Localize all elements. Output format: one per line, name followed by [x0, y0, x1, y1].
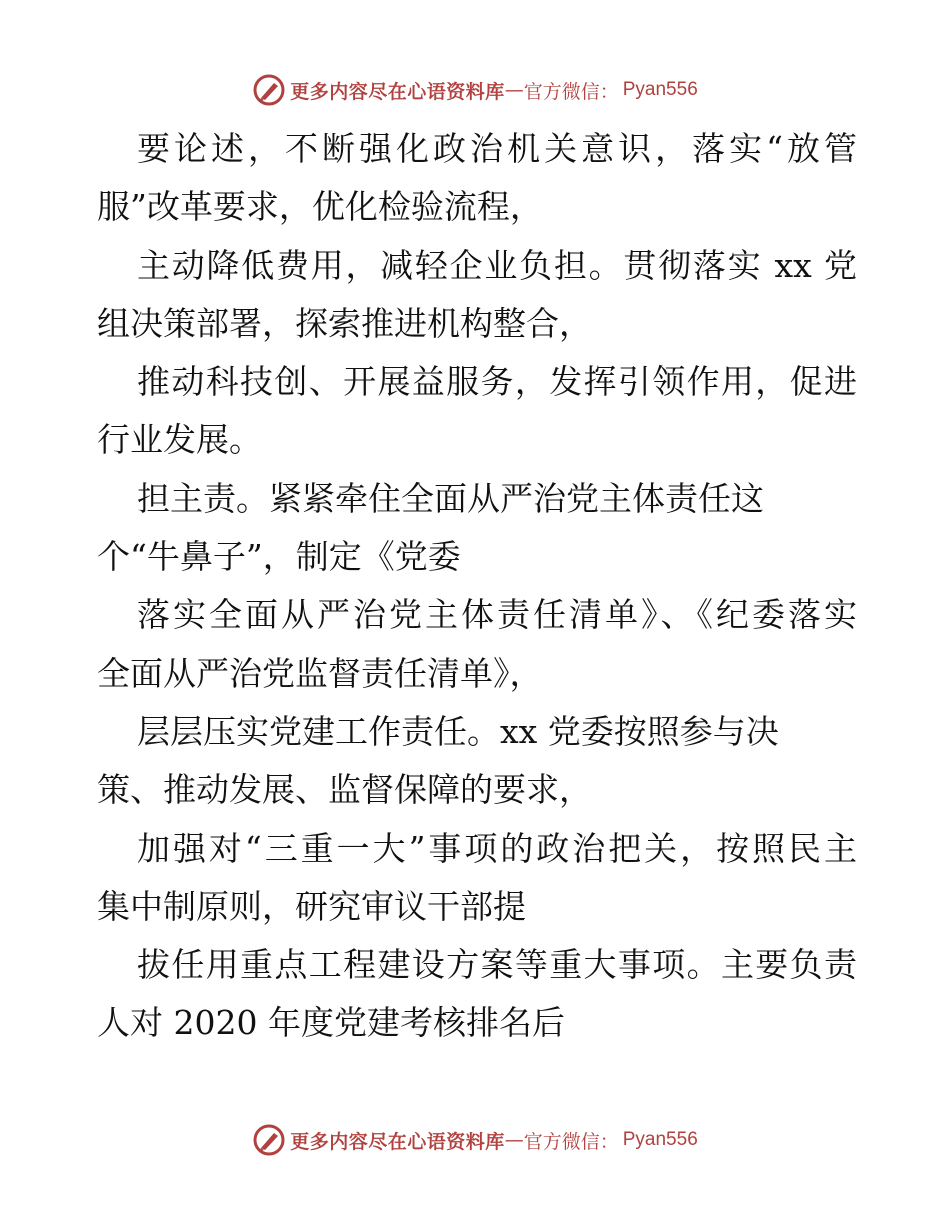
document-body [97, 120, 857, 1053]
body-line: 服”改革要求，优化检验流程， [97, 187, 543, 227]
body-line: 层层压实党建工作责任。xx 党委按照参与决 [137, 711, 779, 751]
body-line: 担主责。紧紧牵住全面从严治党主体责任这 [137, 478, 764, 518]
body-line: 拔任用重点工程建设方案等重大事项。主要负责 [137, 945, 857, 985]
footer-site-name: 更多内容尽在心语资料库 [290, 1130, 505, 1153]
footer-dash: — [504, 1129, 524, 1151]
body-line: 加强对“三重一大”事项的政治把关，按照民主 [137, 828, 857, 868]
body-line: 策、推动发展、监督保障的要求， [97, 770, 592, 810]
body-line: 要论述，不断强化政治机关意识，落实“放管 [137, 129, 857, 168]
body-line: 人对 2020 年度党建考核排名后 [97, 1003, 565, 1043]
body-line: 全面从严治党监督责任清单》， [97, 653, 543, 693]
header-wechat-label: 官方微信： [523, 80, 619, 103]
body-line: 推动科技创、开展益服务，发挥引领作用，促进 [137, 362, 857, 402]
header-wechat-id: Pyan556 [622, 79, 698, 100]
header-dash: — [504, 79, 524, 101]
body-line: 组决策部署，探索推进机构整合， [97, 303, 592, 343]
body-line: 主动降低费用，减轻企业负担。贯彻落实 xx 党 [137, 245, 857, 285]
header-site-name: 更多内容尽在心语资料库 [290, 80, 505, 103]
header-watermark [0, 70, 950, 110]
pen-logo-icon [252, 1123, 286, 1157]
body-line: 集中制原则，研究审议干部提 [97, 886, 526, 926]
pen-logo-icon [252, 73, 286, 107]
footer-watermark [0, 1120, 950, 1160]
body-line: 行业发展。 [97, 420, 262, 460]
body-line: 个“牛鼻子”，制定《党委 [97, 537, 461, 577]
footer-wechat-label: 官方微信： [523, 1130, 619, 1153]
body-line: 落实全面从严治党主体责任清单》、《纪委落实 [137, 595, 857, 635]
footer-wechat-id: Pyan556 [622, 1129, 698, 1150]
